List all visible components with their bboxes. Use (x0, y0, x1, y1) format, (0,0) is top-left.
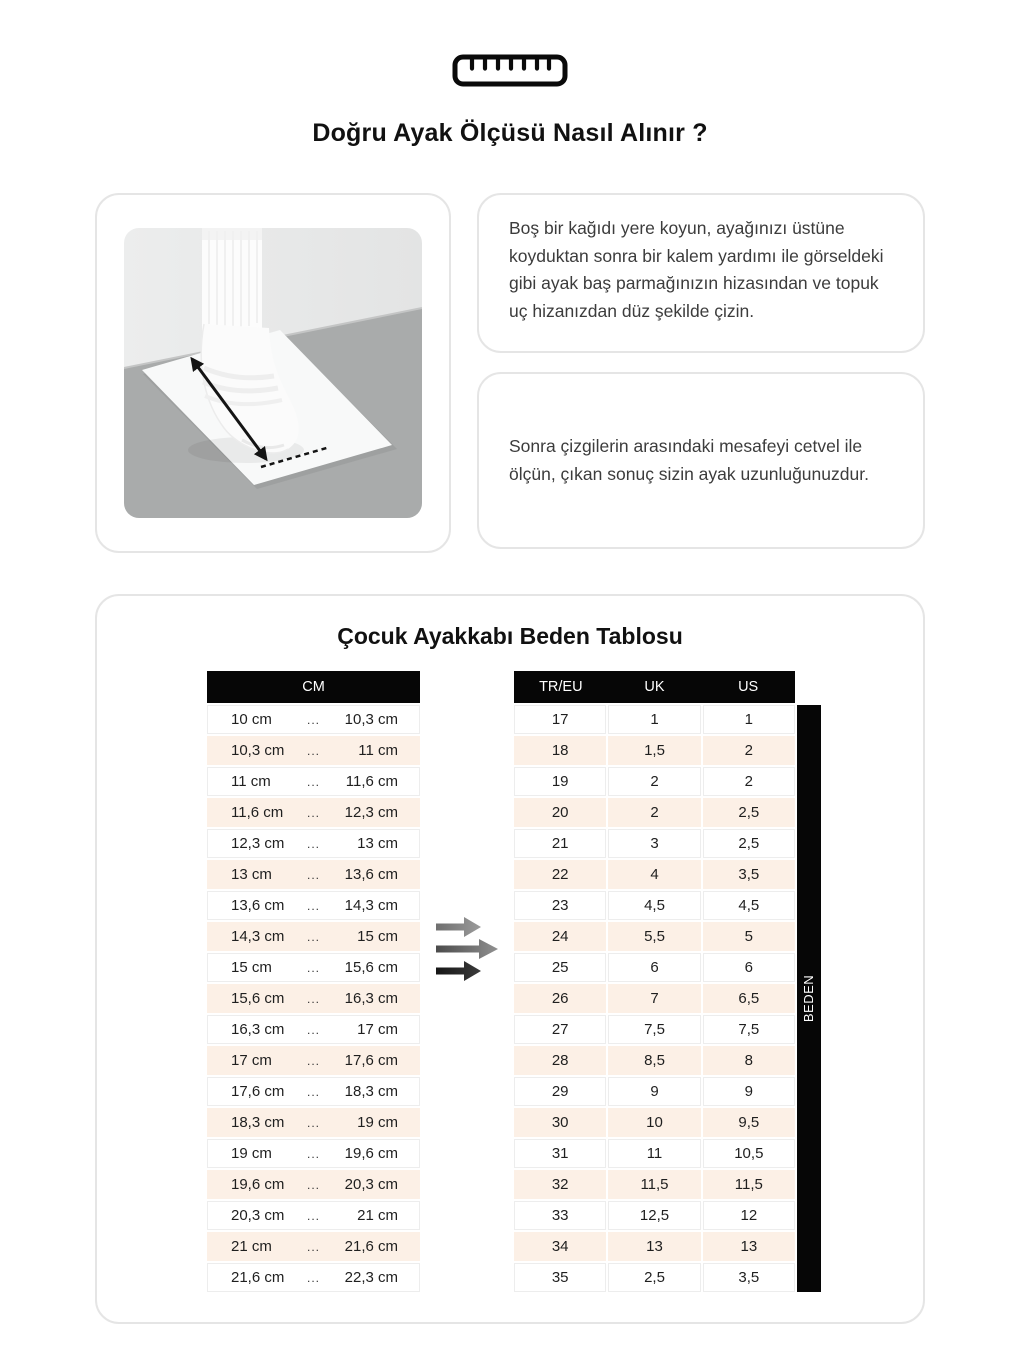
cm-from-value: 11,6 cm (231, 804, 284, 821)
cm-from-value: 15 cm (231, 959, 272, 976)
size-cell-value: 6 (608, 953, 700, 982)
cm-from-value: 19 cm (231, 1145, 272, 1162)
size-cell-value: 12,5 (608, 1201, 700, 1230)
size-table-row (514, 1108, 795, 1137)
size-cell-value: 18 (514, 736, 606, 765)
size-cell-value: 3,5 (703, 1263, 795, 1292)
cm-to-value: 13,6 cm (344, 866, 398, 883)
size-table-row (514, 1232, 795, 1261)
cm-from-value: 18,3 cm (231, 1114, 285, 1131)
cm-table-body (207, 705, 420, 1292)
ruler-icon (0, 0, 1020, 88)
size-cell-value: 1 (608, 705, 700, 734)
cm-table-row (207, 1139, 420, 1168)
cm-to-value: 15,6 cm (344, 959, 398, 976)
arrows-spacer (420, 671, 514, 1294)
cm-table-row (207, 767, 420, 796)
size-table-row (514, 1170, 795, 1199)
size-cell-value: 3 (608, 829, 700, 858)
size-cell-value: 4,5 (703, 891, 795, 920)
instruction-card-1 (477, 193, 925, 353)
size-table-row (514, 767, 795, 796)
cm-table-row (207, 705, 420, 734)
cm-separator: ... (306, 1208, 320, 1223)
size-tables (97, 671, 923, 1294)
cm-separator: ... (306, 960, 320, 975)
size-cell-value: 5 (703, 922, 795, 951)
ruler-icon-svg (451, 53, 569, 88)
size-table-header-row (514, 671, 795, 703)
cm-from-value: 16,3 cm (231, 1021, 285, 1038)
size-cell-value: 11,5 (703, 1170, 795, 1199)
cm-to-value: 16,3 cm (344, 990, 398, 1007)
size-table-card (95, 594, 925, 1324)
cm-to-value: 19,6 cm (344, 1145, 398, 1162)
size-cell-value: 7 (608, 984, 700, 1013)
size-cell-value: 23 (514, 891, 606, 920)
cm-table-row (207, 736, 420, 765)
instruction-text-1: Boş bir kağıdı yere koyun, ayağınızı üstüne koyduktan sonra bir kalem yardımı ile görseldeki gibi ayak baş parmağınızın hizasından ve topuk uç hizanızdan düz şekilde çizin. (509, 218, 884, 321)
size-table-row (514, 1139, 795, 1168)
size-table-row (514, 953, 795, 982)
size-cell-value: 2 (608, 798, 700, 827)
size-cell-value: 10,5 (703, 1139, 795, 1168)
cm-from-value: 13 cm (231, 866, 272, 883)
cm-to-value: 14,3 cm (344, 897, 398, 914)
cm-to-value: 15 cm (357, 928, 398, 945)
cm-table-row (207, 1046, 420, 1075)
size-cell-value: 27 (514, 1015, 606, 1044)
size-table-row (514, 984, 795, 1013)
cm-table-row (207, 798, 420, 827)
cm-separator: ... (306, 1146, 320, 1161)
size-cell-value: 9,5 (703, 1108, 795, 1137)
cm-table-row (207, 984, 420, 1013)
size-column-header: UK (644, 679, 665, 695)
size-cell-value: 26 (514, 984, 606, 1013)
cm-to-value: 11,6 cm (345, 773, 398, 790)
size-cell-value: 29 (514, 1077, 606, 1106)
size-cell-value: 3,5 (703, 860, 795, 889)
size-cell-value: 10 (608, 1108, 700, 1137)
page-title: Doğru Ayak Ölçüsü Nasıl Alınır ? (312, 119, 708, 147)
cm-separator: ... (306, 867, 320, 882)
cm-from-value: 14,3 cm (231, 928, 285, 945)
cm-table-row (207, 1108, 420, 1137)
cm-table-row (207, 953, 420, 982)
size-table-row (514, 798, 795, 827)
size-cell-value: 13 (608, 1232, 700, 1261)
size-cell-value: 5,5 (608, 922, 700, 951)
cm-to-value: 19 cm (357, 1114, 398, 1131)
size-table-row (514, 860, 795, 889)
size-cell-value: 31 (514, 1139, 606, 1168)
size-cell-value: 35 (514, 1263, 606, 1292)
size-table-row (514, 1263, 795, 1292)
size-cell-value: 12 (703, 1201, 795, 1230)
size-cell-value: 6,5 (703, 984, 795, 1013)
cm-table-row (207, 860, 420, 889)
size-table-row (514, 1201, 795, 1230)
cm-separator: ... (306, 991, 320, 1006)
cm-table-row (207, 1077, 420, 1106)
size-table-row (514, 922, 795, 951)
size-cell-value: 34 (514, 1232, 606, 1261)
size-cell-value: 1 (703, 705, 795, 734)
size-cell-value: 4,5 (608, 891, 700, 920)
cm-to-value: 18,3 cm (344, 1083, 398, 1100)
size-cell-value: 32 (514, 1170, 606, 1199)
size-cell-value: 6 (703, 953, 795, 982)
size-cell-value: 7,5 (703, 1015, 795, 1044)
foot-measurement-photo (124, 228, 422, 518)
cm-separator: ... (306, 898, 320, 913)
cm-separator: ... (306, 1022, 320, 1037)
transfer-arrows-icon (434, 909, 500, 985)
cm-separator: ... (306, 1053, 320, 1068)
size-cell-value: 9 (608, 1077, 700, 1106)
cm-table-row (207, 1201, 420, 1230)
cm-from-value: 21 cm (231, 1238, 272, 1255)
size-table-title: Çocuk Ayakkabı Beden Tablosu (337, 623, 683, 649)
size-table-row (514, 1015, 795, 1044)
size-cell-value: 2 (703, 767, 795, 796)
shoe-size-table (514, 671, 795, 1294)
cm-from-value: 10,3 cm (231, 742, 285, 759)
cm-separator: ... (306, 805, 320, 820)
size-cell-value: 21 (514, 829, 606, 858)
size-table-row (514, 829, 795, 858)
cm-table-row (207, 1015, 420, 1044)
cm-to-value: 21 cm (357, 1207, 398, 1224)
size-cell-value: 2,5 (703, 829, 795, 858)
size-table-body (514, 705, 795, 1292)
cm-from-value: 20,3 cm (231, 1207, 285, 1224)
size-cell-value: 8,5 (608, 1046, 700, 1075)
cm-table-header: CM (207, 671, 420, 703)
cm-from-value: 13,6 cm (231, 897, 285, 914)
size-cell-value: 2 (608, 767, 700, 796)
cm-table-row (207, 891, 420, 920)
cm-table-row (207, 1170, 420, 1199)
cm-to-value: 21,6 cm (344, 1238, 398, 1255)
size-table-row (514, 736, 795, 765)
cm-separator: ... (306, 712, 320, 727)
cm-to-value: 10,3 cm (344, 711, 398, 728)
size-cell-value: 11 (608, 1139, 700, 1168)
cm-range-table (207, 671, 420, 1294)
cm-from-value: 19,6 cm (231, 1176, 285, 1193)
beden-label-text: BEDEN (801, 974, 817, 1023)
how-to-section (0, 193, 1020, 553)
size-cell-value: 7,5 (608, 1015, 700, 1044)
cm-table-row (207, 922, 420, 951)
size-cell-value: 30 (514, 1108, 606, 1137)
cm-separator: ... (306, 1084, 320, 1099)
size-cell-value: 20 (514, 798, 606, 827)
cm-table-row (207, 829, 420, 858)
cm-separator: ... (306, 1115, 320, 1130)
size-table-row (514, 1046, 795, 1075)
beden-vertical-label (797, 705, 821, 1292)
cm-from-value: 10 cm (231, 711, 272, 728)
cm-from-value: 15,6 cm (231, 990, 285, 1007)
cm-from-value: 11 cm (231, 773, 271, 790)
cm-separator: ... (306, 774, 320, 789)
size-cell-value: 17 (514, 705, 606, 734)
cm-from-value: 12,3 cm (231, 835, 285, 852)
size-cell-value: 4 (608, 860, 700, 889)
cm-separator: ... (306, 1239, 320, 1254)
cm-separator: ... (306, 1177, 320, 1192)
size-cell-value: 25 (514, 953, 606, 982)
size-table-row (514, 705, 795, 734)
size-cell-value: 2,5 (703, 798, 795, 827)
cm-to-value: 11 cm (358, 742, 398, 759)
cm-to-value: 13 cm (357, 835, 398, 852)
foot-photo-card (95, 193, 451, 553)
instruction-text-2: Sonra çizgilerin arasındaki mesafeyi cetvel ile ölçün, çıkan sonuç sizin ayak uzunluğunuzdur. (509, 436, 869, 484)
cm-table-row (207, 1263, 420, 1292)
size-cell-value: 19 (514, 767, 606, 796)
instruction-steps (477, 193, 925, 553)
size-cell-value: 11,5 (608, 1170, 700, 1199)
size-table-row (514, 1077, 795, 1106)
cm-separator: ... (306, 1270, 320, 1285)
instruction-card-2 (477, 372, 925, 549)
size-cell-value: 33 (514, 1201, 606, 1230)
cm-to-value: 12,3 cm (344, 804, 398, 821)
cm-from-value: 17,6 cm (231, 1083, 285, 1100)
shoe-size-table-wrap (514, 671, 821, 1294)
cm-separator: ... (306, 836, 320, 851)
size-cell-value: 2,5 (608, 1263, 700, 1292)
cm-to-value: 22,3 cm (344, 1269, 398, 1286)
size-column-header: US (738, 679, 759, 695)
size-cell-value: 1,5 (608, 736, 700, 765)
cm-from-value: 17 cm (231, 1052, 272, 1069)
size-cell-value: 9 (703, 1077, 795, 1106)
size-cell-value: 13 (703, 1232, 795, 1261)
cm-separator: ... (306, 929, 320, 944)
cm-to-value: 17 cm (357, 1021, 398, 1038)
size-cell-value: 8 (703, 1046, 795, 1075)
size-cell-value: 2 (703, 736, 795, 765)
cm-from-value: 21,6 cm (231, 1269, 285, 1286)
cm-separator: ... (306, 743, 320, 758)
size-column-header: TR/EU (539, 679, 583, 695)
size-table-row (514, 891, 795, 920)
cm-table-row (207, 1232, 420, 1261)
size-cell-value: 24 (514, 922, 606, 951)
cm-to-value: 17,6 cm (344, 1052, 398, 1069)
size-cell-value: 22 (514, 860, 606, 889)
size-cell-value: 28 (514, 1046, 606, 1075)
cm-to-value: 20,3 cm (344, 1176, 398, 1193)
